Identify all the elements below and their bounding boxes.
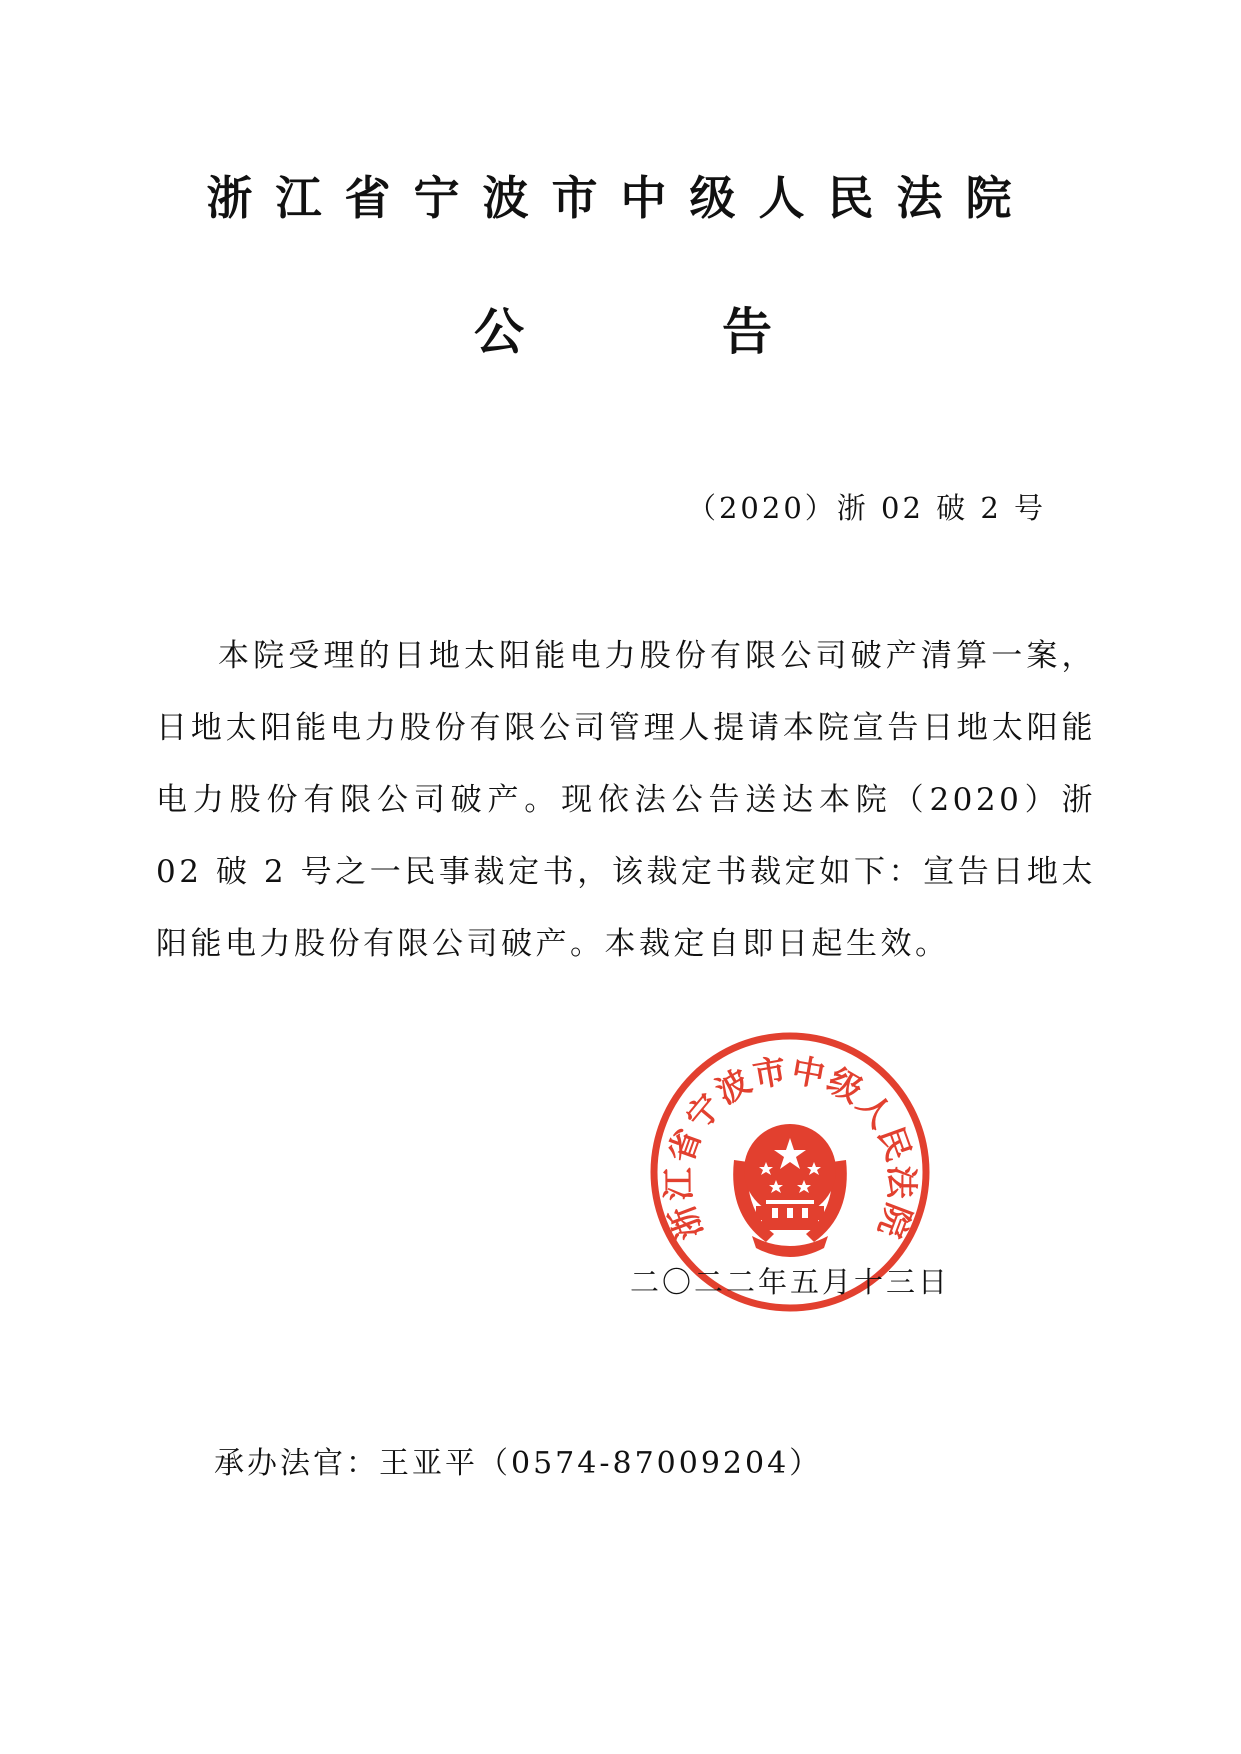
court-name: 浙江省宁波市中级人民法院 bbox=[206, 171, 1035, 225]
judge-name: 王亚平 bbox=[379, 1446, 478, 1481]
notice-title-char-2: 告 bbox=[722, 302, 772, 361]
notice-body-paragraph: 本院受理的日地太阳能电力股份有限公司破产清算一案，日地太阳能电力股份有限公司管理人提请本院宣告日地太阳能电力股份有限公司破产。现依法公告送达本院（2020）浙 02 破 2 号之一民事裁定书，该裁定书裁定如下：宣告日地太阳能电力股份有限公司破产。本裁定自即日起生效。 bbox=[156, 638, 1096, 962]
notice-date: 二〇二二年五月十三日 bbox=[630, 1265, 951, 1299]
presiding-judge bbox=[214, 1442, 822, 1486]
judge-label: 承办法官： bbox=[214, 1446, 379, 1481]
case-number: （2020）浙 02 破 2 号 bbox=[686, 491, 1046, 525]
seal-text: 浙江省宁波市中级人民法院 bbox=[658, 1050, 922, 1245]
notice-title-char-1: 公 bbox=[474, 302, 524, 361]
judge-phone: （0574-87009204） bbox=[478, 1446, 823, 1481]
